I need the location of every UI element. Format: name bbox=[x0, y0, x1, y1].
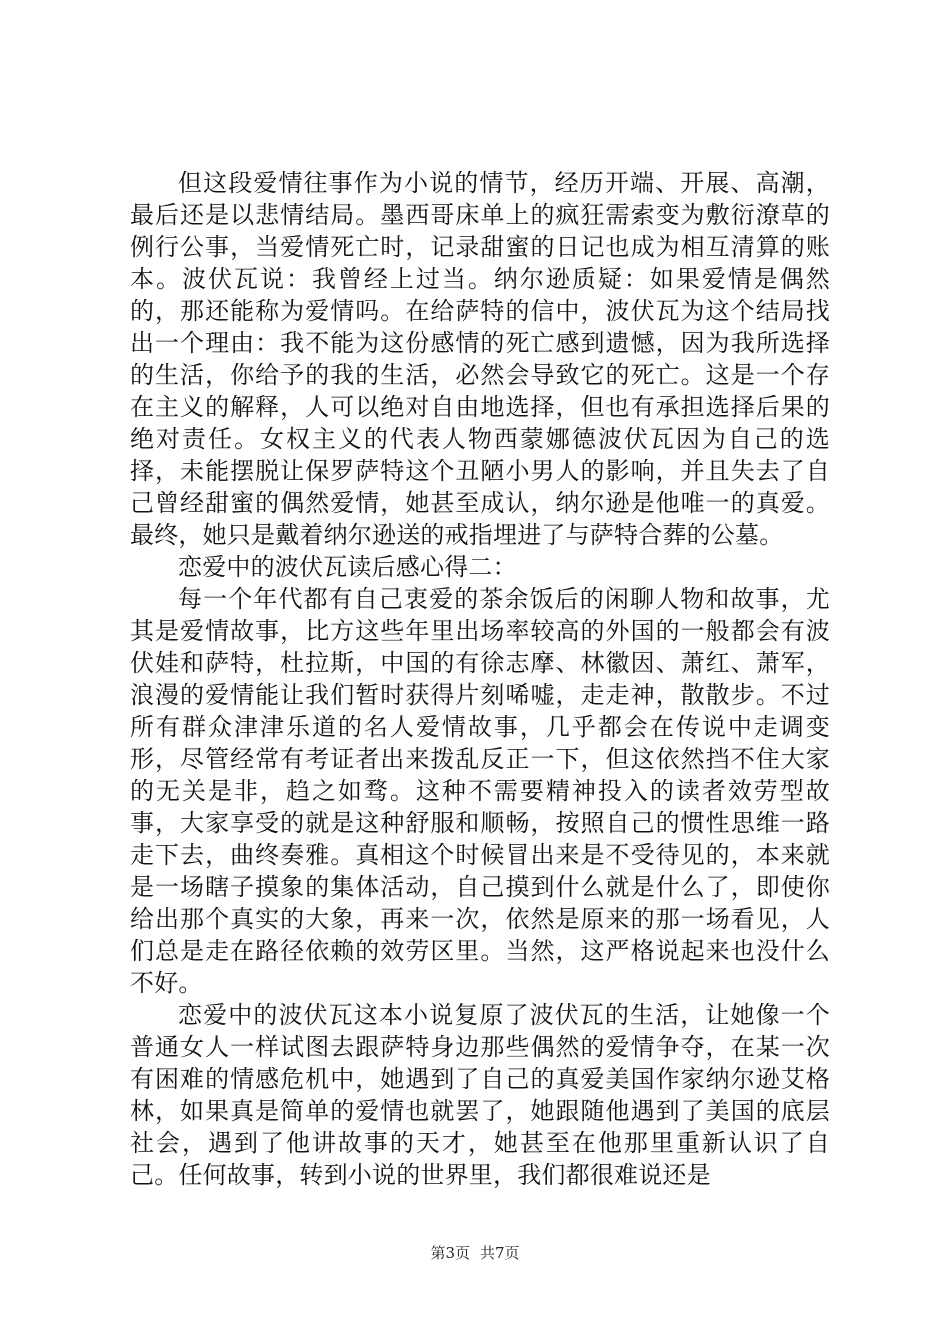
document-body bbox=[130, 167, 830, 1191]
page-footer bbox=[0, 1243, 950, 1263]
paragraph-3: 恋爱中的波伏瓦这本小说复原了波伏瓦的生活，让她像一个普通女人一样试图去跟萨特身边那些偶然的爱情争夺，在某一次有困难的情感危机中，她遇到了自己的真爱美国作家纳尔逊艾格林，如果真是简单的爱情也就罢了，她跟随他遇到了美国的底层社会，遇到了他讲故事的天才，她甚至在他那里重新认识了自己。任何故事，转到小说的世界里，我们都很难说还是 bbox=[130, 1001, 830, 1189]
page-number: 第3页 bbox=[430, 1244, 470, 1262]
paragraph-2: 每一个年代都有自己衷爱的茶余饭后的闲聊人物和故事，尤其是爱情故事，比方这些年里出场率较高的外国的一般都会有波伏娃和萨特，杜拉斯，中国的有徐志摩、林徽因、萧红、萧军，浪漫的爱情能让我们暂时获得片刻唏嘘，走走神，散散步。不过所有群众津津乐道的名人爱情故事，几乎都会在传说中走调变形，尽管经常有考证者出来拨乱反正一下，但这依然挡不住大家的无关是非，趋之如骛。这种不需要精神投入的读者效劳型故事，大家享受的就是这种舒服和顺畅，按照自己的惯性思维一路走下去，曲终奏雅。真相这个时候冒出来是不受待见的，本来就是一场瞎子摸象的集体活动，自己摸到什么就是什么了，即使你给出那个真实的大象，再来一次，依然是原来的那一场看见，人们总是走在路径依赖的效劳区里。当然，这严格说起来也没什么不好。 bbox=[130, 585, 830, 997]
paragraph-1: 但这段爱情往事作为小说的情节，经历开端、开展、高潮，最后还是以悲情结局。墨西哥床单上的疯狂需索变为敷衍潦草的例行公事，当爱情死亡时，记录甜蜜的日记也成为相互清算的账本。波伏瓦说：我曾经上过当。纳尔逊质疑：如果爱情是偶然的，那还能称为爱情吗。在给萨特的信中，波伏瓦为这个结局找出一个理由：我不能为这份感情的死亡感到遗憾，因为我所选择的生活，你给予的我的生活，必然会导致它的死亡。这是一个存在主义的解释，人可以绝对自由地选择，但也有承担选择后果的绝对责任。女权主义的代表人物西蒙娜德波伏瓦因为自己的选择，未能摆脱让保罗萨特这个丑陋小男人的影响，并且失去了自己曾经甜蜜的偶然爱情，她甚至成认，纳尔逊是他唯一的真爱。最终，她只是戴着纳尔逊送的戒指埋进了与萨特合葬的公墓。 bbox=[130, 169, 830, 549]
section-heading: 恋爱中的波伏瓦读后感心得二： bbox=[178, 553, 517, 581]
page-total: 共7页 bbox=[480, 1244, 520, 1262]
